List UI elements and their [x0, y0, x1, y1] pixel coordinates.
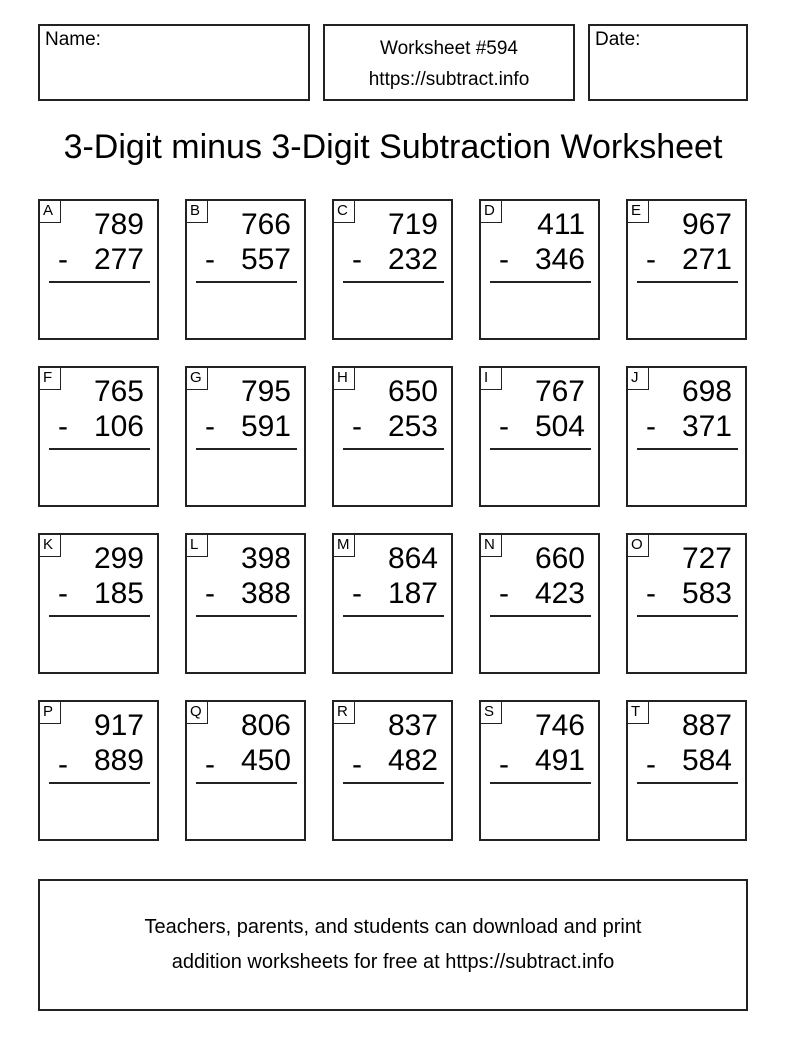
- problem-box-s[interactable]: [479, 700, 600, 841]
- answer-line: [637, 782, 738, 784]
- minuend: 967: [681, 208, 732, 241]
- minus-sign: -: [646, 410, 656, 443]
- problem-letter: K: [39, 534, 61, 557]
- problem-letter: F: [39, 367, 61, 390]
- problem-letter: E: [627, 200, 649, 223]
- answer-line: [49, 782, 150, 784]
- minus-sign: -: [646, 577, 656, 610]
- answer-line: [49, 281, 150, 283]
- minuend: 837: [387, 709, 438, 742]
- problem-box-p[interactable]: [38, 700, 159, 841]
- minus-sign: -: [646, 243, 656, 276]
- minus-sign: -: [352, 748, 362, 781]
- minuend: 795: [240, 375, 291, 408]
- minuend: 299: [93, 542, 144, 575]
- answer-line: [49, 448, 150, 450]
- minus-sign: -: [205, 243, 215, 276]
- subtrahend: 187: [387, 577, 438, 610]
- minus-sign: -: [352, 577, 362, 610]
- minuend: 698: [681, 375, 732, 408]
- subtrahend: 583: [681, 577, 732, 610]
- problem-box-k[interactable]: [38, 533, 159, 674]
- problem-box-r[interactable]: [332, 700, 453, 841]
- subtrahend: 253: [387, 410, 438, 443]
- answer-line: [196, 281, 297, 283]
- worksheet-number: Worksheet #594: [379, 38, 518, 59]
- problem-box-o[interactable]: [626, 533, 747, 674]
- problem-letter: D: [480, 200, 502, 223]
- answer-line: [343, 281, 444, 283]
- subtrahend: 491: [534, 744, 585, 777]
- subtrahend: 271: [681, 243, 732, 276]
- subtrahend: 557: [240, 243, 291, 276]
- problem-box-j[interactable]: [626, 366, 747, 507]
- minus-sign: -: [58, 748, 68, 781]
- subtrahend: 591: [240, 410, 291, 443]
- minus-sign: -: [58, 577, 68, 610]
- problem-box-g[interactable]: [185, 366, 306, 507]
- page-title: 3-Digit minus 3-Digit Subtraction Worksheet: [63, 128, 723, 166]
- problem-letter: N: [480, 534, 502, 557]
- footer-note: [38, 879, 748, 1011]
- problem-letter: G: [186, 367, 208, 390]
- problem-box-q[interactable]: [185, 700, 306, 841]
- subtrahend: 371: [681, 410, 732, 443]
- answer-line: [49, 615, 150, 617]
- problem-letter: Q: [186, 701, 208, 724]
- date-field[interactable]: [588, 24, 748, 101]
- problem-letter: C: [333, 200, 355, 223]
- subtrahend: 232: [387, 243, 438, 276]
- problem-box-m[interactable]: [332, 533, 453, 674]
- answer-line: [637, 615, 738, 617]
- subtrahend: 584: [681, 744, 732, 777]
- problem-box-i[interactable]: [479, 366, 600, 507]
- problem-letter: J: [627, 367, 649, 390]
- problem-letter: P: [39, 701, 61, 724]
- subtrahend: 504: [534, 410, 585, 443]
- problem-box-f[interactable]: [38, 366, 159, 507]
- problem-box-l[interactable]: [185, 533, 306, 674]
- problem-box-t[interactable]: [626, 700, 747, 841]
- minus-sign: -: [205, 577, 215, 610]
- footer-line-1: Teachers, parents, and students can download and print: [144, 916, 642, 938]
- subtrahend: 185: [93, 577, 144, 610]
- answer-line: [343, 615, 444, 617]
- minuend: 767: [534, 375, 585, 408]
- problem-letter: T: [627, 701, 649, 724]
- problem-box-c[interactable]: [332, 199, 453, 340]
- minus-sign: -: [352, 410, 362, 443]
- minus-sign: -: [499, 748, 509, 781]
- minuend: 887: [681, 709, 732, 742]
- minus-sign: -: [205, 410, 215, 443]
- answer-line: [490, 782, 591, 784]
- minuend: 765: [93, 375, 144, 408]
- minuend: 411: [537, 208, 585, 241]
- minuend: 719: [387, 208, 438, 241]
- problem-letter: B: [186, 200, 208, 223]
- answer-line: [196, 615, 297, 617]
- problem-letter: L: [186, 534, 208, 557]
- name-label: Name:: [45, 29, 101, 50]
- subtrahend: 277: [93, 243, 144, 276]
- minuend: 746: [534, 709, 585, 742]
- minuend: 660: [534, 542, 585, 575]
- problem-letter: M: [333, 534, 355, 557]
- worksheet-info-box: [323, 24, 575, 101]
- minus-sign: -: [352, 243, 362, 276]
- minuend: 398: [240, 542, 291, 575]
- minuend: 727: [681, 542, 732, 575]
- problem-box-b[interactable]: [185, 199, 306, 340]
- worksheet-url: https://subtract.info: [368, 69, 530, 90]
- answer-line: [196, 448, 297, 450]
- problem-box-d[interactable]: [479, 199, 600, 340]
- problem-letter: A: [39, 200, 61, 223]
- answer-line: [490, 448, 591, 450]
- problem-letter: S: [480, 701, 502, 724]
- problem-box-n[interactable]: [479, 533, 600, 674]
- subtrahend: 423: [534, 577, 585, 610]
- answer-line: [196, 782, 297, 784]
- problem-box-e[interactable]: [626, 199, 747, 340]
- problem-box-h[interactable]: [332, 366, 453, 507]
- answer-line: [343, 448, 444, 450]
- minus-sign: -: [58, 243, 68, 276]
- minus-sign: -: [205, 748, 215, 781]
- subtrahend: 388: [240, 577, 291, 610]
- minuend: 766: [240, 208, 291, 241]
- subtrahend: 450: [240, 744, 291, 777]
- problem-letter: I: [480, 367, 502, 390]
- subtrahend: 482: [387, 744, 438, 777]
- subtrahend: 106: [93, 410, 144, 443]
- minus-sign: -: [646, 748, 656, 781]
- minuend: 806: [240, 709, 291, 742]
- answer-line: [637, 281, 738, 283]
- minuend: 650: [387, 375, 438, 408]
- name-field[interactable]: [38, 24, 310, 101]
- answer-line: [490, 615, 591, 617]
- problem-letter: R: [333, 701, 355, 724]
- footer-line-2: addition worksheets for free at https://subtract.info: [171, 951, 615, 973]
- answer-line: [343, 782, 444, 784]
- date-label: Date:: [595, 29, 641, 50]
- minus-sign: -: [58, 410, 68, 443]
- minuend: 917: [93, 709, 144, 742]
- minuend: 789: [93, 208, 144, 241]
- minus-sign: -: [499, 243, 509, 276]
- minus-sign: -: [499, 410, 509, 443]
- problem-letter: H: [333, 367, 355, 390]
- minus-sign: -: [499, 577, 509, 610]
- answer-line: [637, 448, 738, 450]
- answer-line: [490, 281, 591, 283]
- subtrahend: 889: [93, 744, 144, 777]
- minuend: 864: [387, 542, 438, 575]
- subtrahend: 346: [534, 243, 585, 276]
- problem-box-a[interactable]: [38, 199, 159, 340]
- problem-letter: O: [627, 534, 649, 557]
